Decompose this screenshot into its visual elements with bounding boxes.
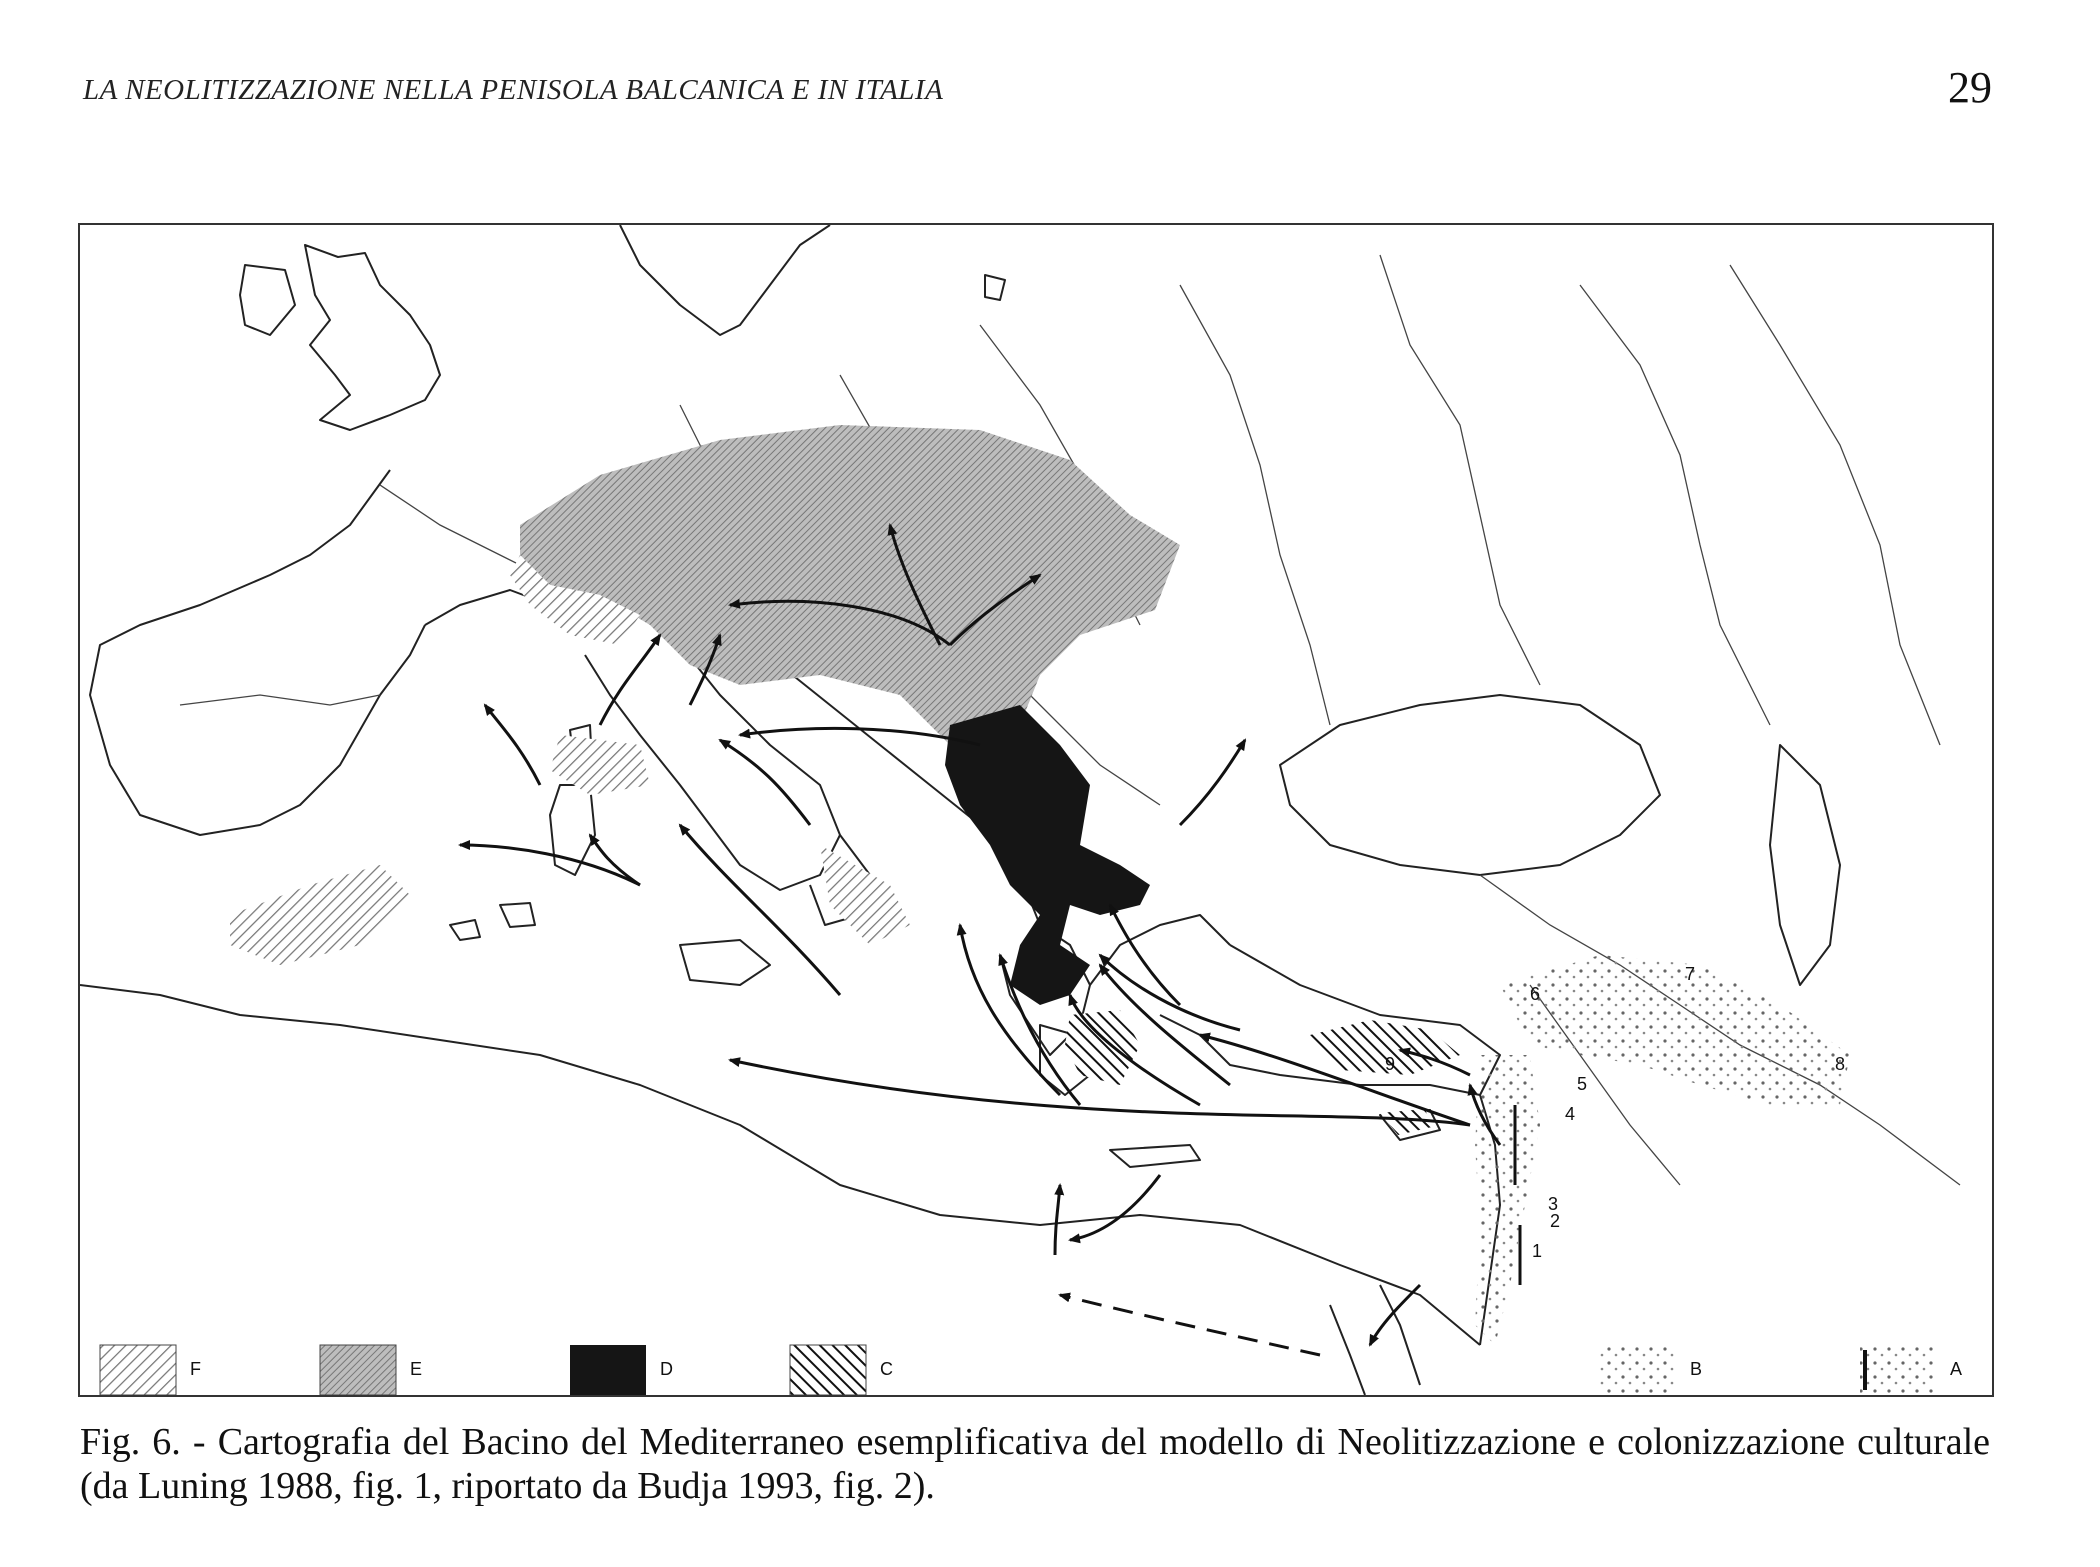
- map-figure: [78, 223, 1994, 1397]
- legend-label-f: F: [190, 1359, 201, 1379]
- red-sea-coast: [1330, 1285, 1420, 1395]
- legend-label-e: E: [410, 1359, 423, 1379]
- black-sea-coast: [1280, 695, 1660, 875]
- ireland-coast: [240, 265, 295, 335]
- figure-caption: Fig. 6. - Cartografia del Bacino del Mediterraneo esemplificativa del modello di Neolitizzazione e colonizzazione culturale (da Luning 1988, fig. 1, riportato da Budja 1993, fig. 2).: [80, 1421, 1990, 1507]
- scandinavia-coast: [620, 225, 830, 335]
- crete-coast: [1110, 1145, 1200, 1167]
- zone-f-iberia: [230, 865, 410, 965]
- arrow-balkans-east: [1180, 740, 1245, 825]
- legend-swatch-b: [1600, 1345, 1676, 1395]
- legend-label-a: A: [1950, 1359, 1963, 1379]
- sicily-coast: [680, 940, 770, 985]
- legend-swatch-f: [100, 1345, 176, 1395]
- legend-swatch-e: [320, 1345, 396, 1395]
- zone-a-levant: [1475, 1055, 1543, 1345]
- border: [1580, 285, 1770, 725]
- border: [1380, 255, 1540, 685]
- legend-swatch-c: [790, 1345, 866, 1395]
- site-number: 7: [1685, 964, 1696, 984]
- iberia-coast: [90, 470, 425, 835]
- site-number: 1: [1532, 1241, 1543, 1261]
- british-isles-coast: [305, 245, 440, 430]
- arrow-africa-north: [1055, 1185, 1060, 1255]
- site-number: 4: [1565, 1104, 1576, 1124]
- border: [180, 695, 380, 705]
- legend-label-b: B: [1690, 1359, 1703, 1379]
- site-number: 6: [1530, 984, 1541, 1004]
- arrow-to-provence: [720, 740, 810, 825]
- arrow-to-spain: [590, 835, 640, 885]
- arrow-provence-north: [485, 705, 540, 785]
- zone-e-central-europe: [520, 425, 1180, 765]
- site-number: 5: [1577, 1074, 1588, 1094]
- caspian-coast: [1770, 745, 1840, 985]
- site-number: 3: [1548, 1194, 1559, 1214]
- running-title: LA NEOLITIZZAZIONE NELLA PENISOLA BALCANICA E IN ITALIA: [83, 74, 944, 106]
- map-svg: [80, 225, 1992, 1395]
- arrow-france-north: [600, 635, 660, 725]
- legend: [100, 1345, 1962, 1395]
- legend-swatch-a: [1860, 1345, 1936, 1395]
- legend-label-d: D: [660, 1359, 673, 1379]
- zone-f-italy: [820, 845, 910, 945]
- arrow-north-africa-dashed: [1060, 1295, 1320, 1355]
- legend-label-c: C: [880, 1359, 893, 1379]
- zone-d-balkans: [945, 705, 1150, 1005]
- page-number: 29: [1948, 63, 1992, 112]
- arrow-to-sardinia: [680, 825, 840, 995]
- arrow-crete-africa: [1070, 1175, 1160, 1240]
- baltic-island: [985, 275, 1005, 300]
- site-number: 9: [1385, 1054, 1396, 1074]
- coastlines: [80, 225, 1840, 1395]
- zone-c-thessaly: [1065, 1010, 1140, 1085]
- balearic-islands: [450, 903, 535, 940]
- site-number: 8: [1835, 1054, 1846, 1074]
- aegean-coast: [1090, 915, 1230, 985]
- border: [1180, 285, 1330, 725]
- sardinia-coast: [550, 785, 595, 875]
- site-number: 2: [1550, 1211, 1561, 1231]
- legend-swatch-d: [570, 1345, 646, 1395]
- zone-c-cyprus: [1380, 1109, 1432, 1135]
- border: [1730, 265, 1940, 745]
- north-africa-coast: [80, 985, 1480, 1345]
